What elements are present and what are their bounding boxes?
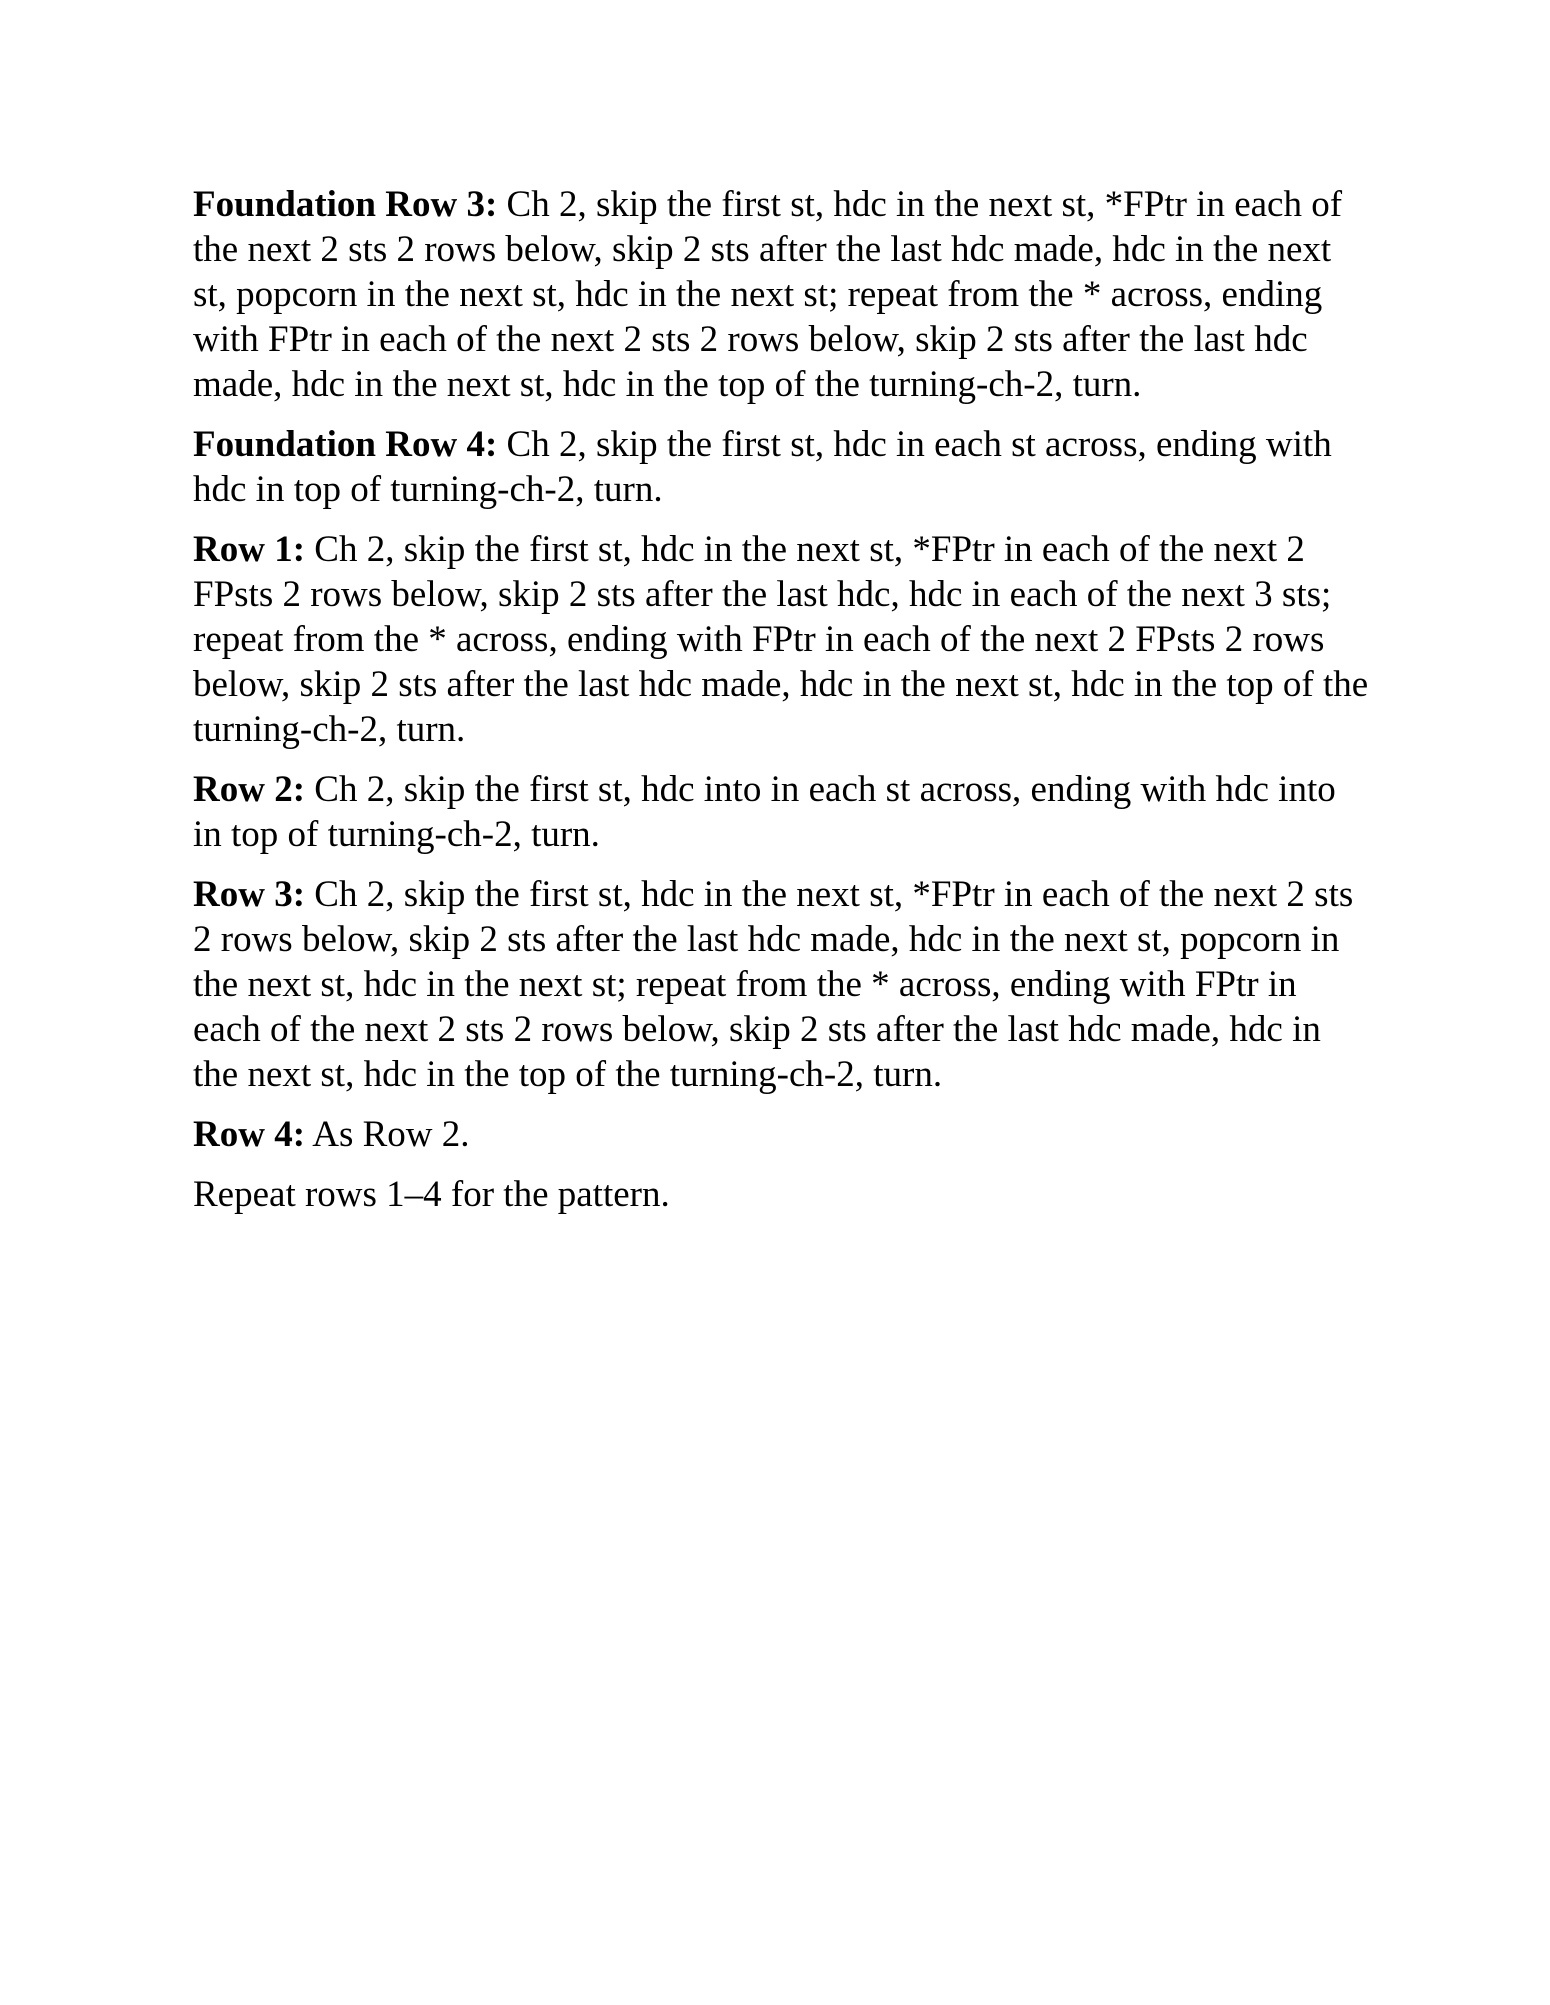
- paragraph-repeat-note: [193, 1172, 1373, 1217]
- paragraph-text: As Row 2.: [305, 1114, 470, 1155]
- paragraph-label: Foundation Row 3:: [193, 184, 498, 225]
- paragraph-text: Repeat rows 1–4 for the pattern.: [193, 1174, 670, 1215]
- paragraph-row-1: [193, 527, 1373, 752]
- paragraph-label: Row 3:: [193, 874, 306, 915]
- paragraph-text: Ch 2, skip the first st, hdc into in each st across, ending with hdc into in top of turning-ch-2, turn.: [193, 769, 1336, 855]
- paragraph-row-4: [193, 1112, 1373, 1157]
- paragraph-label: Row 1:: [193, 529, 306, 570]
- document-body: [193, 182, 1373, 1232]
- paragraph-text: Ch 2, skip the first st, hdc in each st across, ending with hdc in top of turning-ch-2, turn.: [193, 424, 1332, 510]
- paragraph-text: Ch 2, skip the first st, hdc in the next st, *FPtr in each of the next 2 sts 2 rows below, skip 2 sts after the last hdc made, hdc in the next st, popcorn in the next st, hdc in the next st; repeat from the * across, ending with FPtr in each of the next 2 sts 2 rows below, skip 2 sts after the last hdc made, hdc in the next st, hdc in the top of the turning-ch-2, turn.: [193, 874, 1354, 1095]
- paragraph-text: Ch 2, skip the first st, hdc in the next st, *FPtr in each of the next 2 FPsts 2 rows below, skip 2 sts after the last hdc, hdc in each of the next 3 sts; repeat from the * across, ending with FPtr in each of the next 2 FPsts 2 rows below, skip 2 sts after the last hdc made, hdc in the next st, hdc in the top of the turning-ch-2, turn.: [193, 529, 1369, 750]
- paragraph-row-2: [193, 767, 1373, 857]
- paragraph-label: Row 4:: [193, 1114, 306, 1155]
- paragraph-foundation-row-3: [193, 182, 1373, 407]
- paragraph-label: Foundation Row 4:: [193, 424, 498, 465]
- paragraph-foundation-row-4: [193, 422, 1373, 512]
- paragraph-label: Row 2:: [193, 769, 306, 810]
- paragraph-text: Ch 2, skip the first st, hdc in the next st, *FPtr in each of the next 2 sts 2 rows below, skip 2 sts after the last hdc made, hdc in the next st, popcorn in the next st, hdc in the next st; repeat from the * across, ending with FPtr in each of the next 2 sts 2 rows below, skip 2 sts after the last hdc made, hdc in the next st, hdc in the top of the turning-ch-2, turn.: [193, 184, 1343, 405]
- paragraph-row-3: [193, 872, 1373, 1097]
